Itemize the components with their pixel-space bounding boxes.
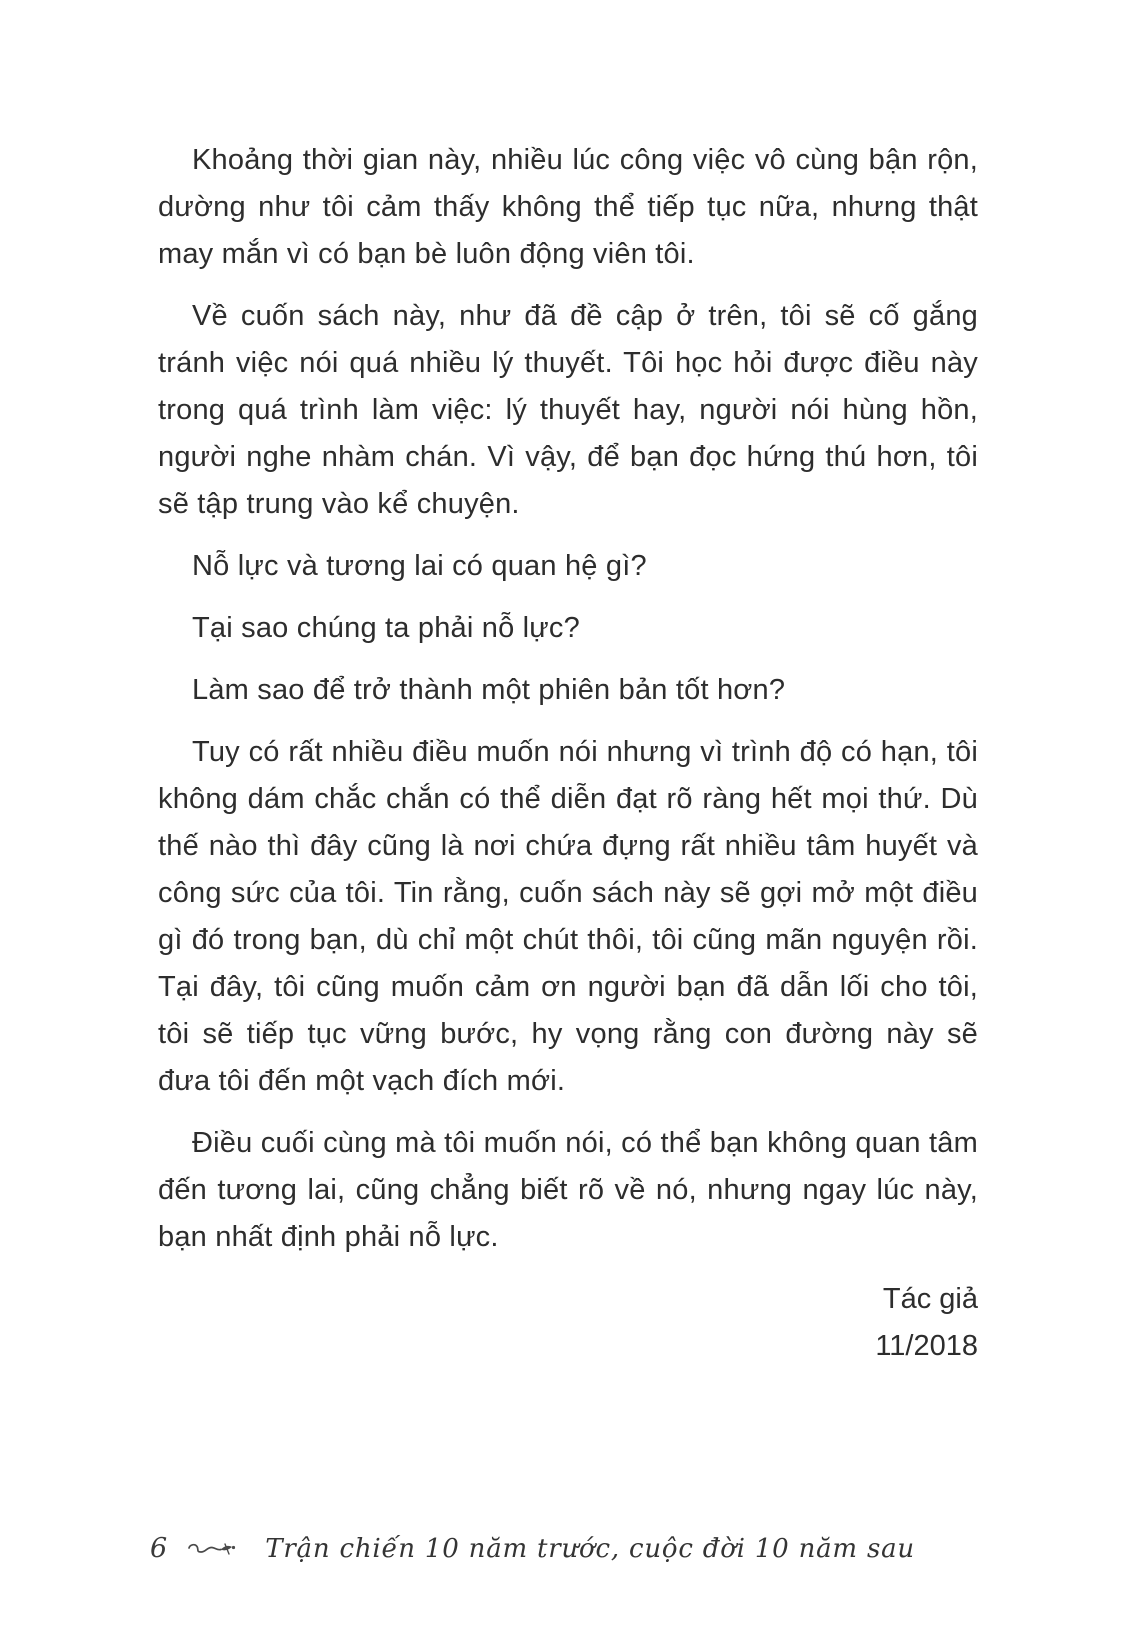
signature-date: 11/2018 — [875, 1330, 978, 1362]
body-paragraph: Khoảng thời gian này, nhiều lúc công việc vô cùng bận rộn, dường như tôi cảm thấy không thể tiếp tục nữa, nhưng thật may mắn vì có bạn bè luôn động viên tôi. — [158, 144, 978, 270]
question-line: Làm sao để trở thành một phiên bản tốt hơn? — [192, 674, 786, 706]
page-footer — [150, 1532, 980, 1565]
body-paragraph: Tuy có rất nhiều điều muốn nói nhưng vì trình độ có hạn, tôi không dám chắc chắn có thể diễn đạt rõ ràng hết mọi thứ. Dù thế nào thì đây cũng là nơi chứa đựng rất nhiều tâm huyết và công sức của tôi. Tin rằng, cuốn sách này sẽ gợi mở một điều gì đó trong bạn, dù chỉ một chút thôi, tôi cũng mãn nguyện rồi. Tại đây, tôi cũng muốn cảm ơn người bạn đã dẫn lối cho tôi, tôi sẽ tiếp tục vững bước, hy vọng rằng con đường này sẽ đưa tôi đến một vạch đích mới. — [158, 736, 978, 1097]
running-title: Trận chiến 10 năm trước, cuộc đời 10 năm sau — [265, 1533, 915, 1564]
signature-block — [158, 1276, 978, 1370]
question-line: Nỗ lực và tương lai có quan hệ gì? — [192, 550, 647, 582]
body-paragraph: Về cuốn sách này, như đã đề cập ở trên, tôi sẽ cố gắng tránh việc nói quá nhiều lý thuyết. Tôi học hỏi được điều này trong quá trình làm việc: lý thuyết hay, người nói hùng hồn, người nghe nhàm chán. Vì vậy, để bạn đọc hứng thú hơn, tôi sẽ tập trung vào kể chuyện. — [158, 300, 978, 520]
question-line: Tại sao chúng ta phải nỗ lực? — [192, 612, 580, 644]
signature-author: Tác giả — [882, 1283, 978, 1315]
body-paragraph: Điều cuối cùng mà tôi muốn nói, có thể bạn không quan tâm đến tương lai, cũng chẳng biết rõ về nó, nhưng ngay lúc này, bạn nhất định phải nỗ lực. — [158, 1127, 978, 1253]
flourish-icon — [187, 1538, 247, 1565]
page-body — [158, 137, 978, 1370]
page-number: 6 — [150, 1533, 168, 1564]
